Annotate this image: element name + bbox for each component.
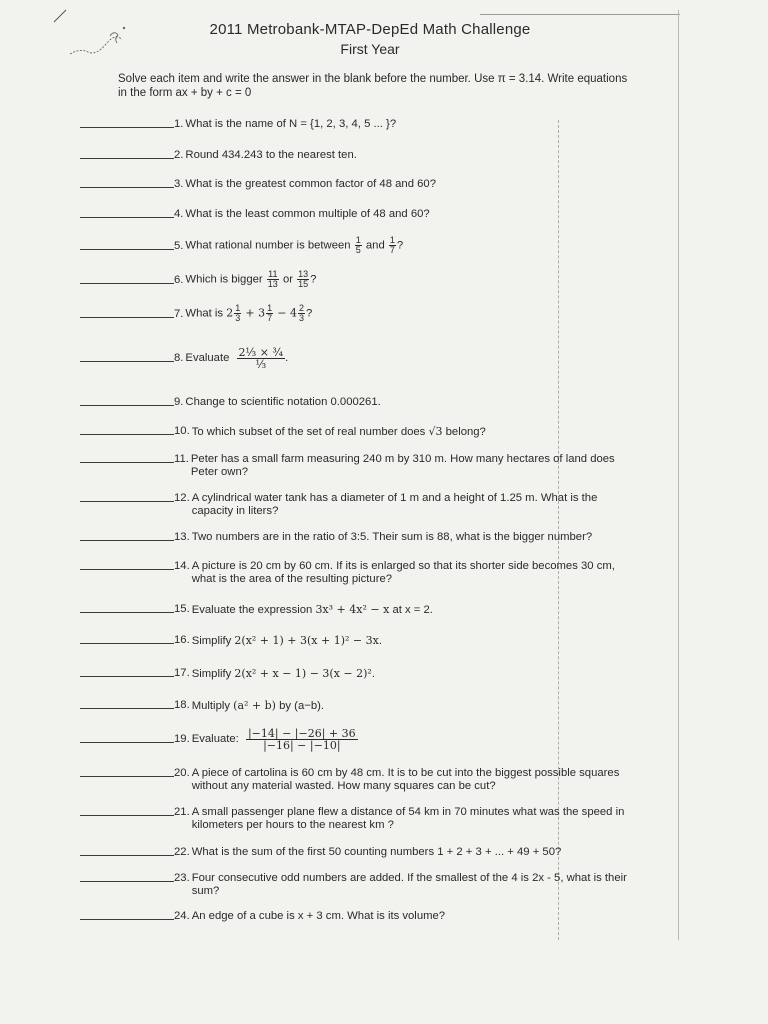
question-text: What is the least common multiple of 48 and 60? <box>185 208 430 220</box>
answer-blank[interactable] <box>80 634 174 644</box>
question-text-part: Simplify <box>191 668 232 680</box>
page-edge-right <box>678 10 679 940</box>
handwritten-mark <box>66 18 146 68</box>
denominator: 7 <box>267 313 273 323</box>
question-number: 17. <box>174 667 190 679</box>
question-text-part: and <box>365 239 385 252</box>
question-item <box>80 270 640 289</box>
fraction <box>266 304 273 323</box>
question-number: 22. <box>174 846 190 858</box>
numerator: 2 <box>298 303 304 313</box>
denominator: 5 <box>355 245 361 255</box>
question-text-part: ? <box>310 273 317 286</box>
math-expression: 2(x² + x − 1) − 3(x − 2)² <box>234 667 372 680</box>
question-number: 4. <box>174 208 184 220</box>
answer-blank[interactable] <box>80 352 174 362</box>
denominator: 15 <box>298 279 309 289</box>
question-text-part: What rational number is between <box>185 239 351 252</box>
question-text-part: . <box>371 668 375 680</box>
denominator: 7 <box>389 245 395 255</box>
answer-blank[interactable] <box>80 425 174 435</box>
question-item <box>80 560 640 586</box>
answer-blank[interactable] <box>80 274 174 284</box>
question-item <box>80 634 640 648</box>
question-number: 16. <box>174 634 190 646</box>
question-text: A small passenger plane flew a distance of 54 km in 70 minutes what was the speed in kilometers per hours to the nearest km ? <box>191 806 625 831</box>
question-text-part: belong? <box>445 426 486 438</box>
question-number: 15. <box>174 603 190 615</box>
question-item <box>80 846 640 859</box>
question-text <box>190 725 640 751</box>
numerator: 13 <box>298 269 309 279</box>
question-number: 12. <box>174 492 190 504</box>
denominator: ⅓ <box>255 357 267 371</box>
page-edge-top <box>480 14 680 15</box>
question-number: 6. <box>174 274 184 286</box>
answer-blank[interactable] <box>80 531 174 541</box>
answer-blank[interactable] <box>80 699 174 709</box>
question-text <box>190 603 640 617</box>
denominator: |−16| − |−10| <box>263 738 341 752</box>
math-expression: 2(x² + 1) + 3(x + 1)² − 3x <box>234 634 379 647</box>
question-text <box>183 236 640 255</box>
answer-blank[interactable] <box>80 560 174 570</box>
question-text: Change to scientific notation 0.000261. <box>185 396 381 408</box>
question-number: 5. <box>174 240 184 252</box>
question-text-part: at x = 2. <box>392 604 433 616</box>
page-title: 2011 Metrobank-MTAP-DepEd Math Challenge <box>209 21 531 38</box>
answer-blank[interactable] <box>80 396 174 406</box>
question-text-part: by (a−b). <box>279 700 325 712</box>
question-text-part: Simplify <box>191 635 232 647</box>
answer-blank[interactable] <box>80 910 174 920</box>
question-number: 8. <box>174 352 184 364</box>
fraction <box>355 236 362 255</box>
question-item <box>80 208 640 221</box>
fraction <box>267 270 279 289</box>
numerator: 1 <box>355 235 361 245</box>
denominator: 3 <box>235 313 241 323</box>
fraction <box>297 270 309 289</box>
numerator: |−14| − |−26| + 36 <box>247 726 356 740</box>
question-item <box>80 725 640 751</box>
operator: + 3 <box>245 306 266 320</box>
denominator: 13 <box>267 279 278 289</box>
question-text-part: Multiply <box>191 700 231 712</box>
question-text-part: or <box>282 273 293 286</box>
question-item <box>80 304 640 323</box>
answer-blank[interactable] <box>80 208 174 218</box>
answer-blank[interactable] <box>80 453 174 463</box>
answer-blank[interactable] <box>80 806 174 816</box>
question-text <box>190 699 640 713</box>
question-item <box>80 667 640 681</box>
numerator: 2⅓ × ¾ <box>238 345 284 359</box>
question-text <box>183 270 640 289</box>
question-text-part: To which subset of the set of real number does <box>191 426 426 438</box>
question-text: What is the greatest common factor of 48 and 60? <box>185 178 436 190</box>
instructions-text: Solve each item and write the answer in the blank before the number. Use π = 3.14. Write equations in the form ax + by + c = 0 <box>118 73 628 99</box>
question-text-part: Which is bigger <box>185 273 263 286</box>
question-item <box>80 396 640 409</box>
question-item <box>80 910 640 923</box>
question-item <box>80 453 640 479</box>
question-item <box>80 531 640 544</box>
question-number: 21. <box>174 806 190 818</box>
question-item <box>80 806 640 832</box>
question-item <box>80 178 640 191</box>
numerator: 1 <box>235 303 241 313</box>
question-item <box>80 767 640 793</box>
question-number: 9. <box>174 396 184 408</box>
answer-blank[interactable] <box>80 240 174 250</box>
question-item <box>80 425 640 439</box>
question-number: 14. <box>174 560 190 572</box>
page-subtitle: First Year <box>340 41 400 57</box>
question-text-part: Evaluate the expression <box>191 604 313 616</box>
question-text-part: Evaluate: <box>191 733 239 745</box>
question-number: 19. <box>174 733 190 745</box>
question-text: Two numbers are in the ratio of 3:5. Their sum is 88, what is the bigger number? <box>191 531 593 543</box>
question-item <box>80 699 640 713</box>
question-number: 20. <box>174 767 190 779</box>
question-text-part: Evaluate <box>185 352 230 364</box>
answer-blank[interactable] <box>80 667 174 677</box>
math-expression: (a² + b) <box>233 699 276 712</box>
question-number: 3. <box>174 178 184 190</box>
question-item <box>80 603 640 617</box>
question-number: 10. <box>174 425 190 437</box>
question-text: Four consecutive odd numbers are added. If the smallest of the 4 is 2x - 5, what is their sum? <box>191 872 627 897</box>
answer-blank[interactable] <box>80 149 174 159</box>
question-item <box>80 492 640 518</box>
question-text: A picture is 20 cm by 60 cm. If its is enlarged so that its shorter side becomes 30 cm, what is the area of the resulting picture? <box>191 560 615 585</box>
question-number: 2. <box>174 149 184 161</box>
whole-number: 2 <box>226 306 234 320</box>
answer-blank[interactable] <box>80 603 174 613</box>
question-text-part: What is <box>185 307 224 320</box>
question-number: 11. <box>174 453 189 465</box>
question-item <box>80 872 640 898</box>
question-text: An edge of a cube is x + 3 cm. What is its volume? <box>191 910 446 922</box>
math-expression: 3x³ + 4x² − x <box>315 603 390 616</box>
numerator: 1 <box>267 303 273 313</box>
numerator: 1 <box>389 235 395 245</box>
question-text-part: ? <box>306 307 313 320</box>
fraction <box>389 236 396 255</box>
question-text: What is the sum of the first 50 counting numbers 1 + 2 + 3 + ... + 49 + 50? <box>191 846 562 858</box>
question-number: 24. <box>174 910 190 922</box>
fraction <box>234 304 241 323</box>
answer-blank[interactable] <box>80 733 174 743</box>
answer-blank[interactable] <box>80 492 174 502</box>
answer-blank[interactable] <box>80 178 174 188</box>
question-item <box>80 118 640 131</box>
question-number: 1. <box>174 118 184 130</box>
math-expression: √3 <box>428 425 443 438</box>
answer-blank[interactable] <box>80 846 174 856</box>
answer-blank[interactable] <box>80 308 174 318</box>
question-text <box>190 634 640 648</box>
operator: − 4 <box>277 306 297 320</box>
question-text <box>190 425 640 439</box>
question-item <box>80 149 640 162</box>
denominator: 3 <box>298 313 304 323</box>
question-text <box>183 340 640 370</box>
answer-blank[interactable] <box>80 872 174 882</box>
question-number: 18. <box>174 699 190 711</box>
complex-fraction <box>237 345 289 371</box>
question-text-part: . <box>378 635 382 647</box>
fraction <box>298 304 305 323</box>
question-number: 7. <box>174 308 184 320</box>
answer-blank[interactable] <box>80 118 174 128</box>
question-number: 23. <box>174 872 190 884</box>
question-item <box>80 340 640 370</box>
question-text <box>190 667 640 681</box>
question-text: Round 434.243 to the nearest ten. <box>185 149 357 161</box>
question-text <box>183 304 640 323</box>
question-text: What is the name of N = {1, 2, 3, 4, 5 ... }? <box>185 118 397 130</box>
question-text: Peter has a small farm measuring 240 m by 310 m. How many hectares of land does Peter own? <box>190 453 615 478</box>
question-item <box>80 236 640 255</box>
answer-blank[interactable] <box>80 767 174 777</box>
question-text-part: . <box>285 352 289 364</box>
complex-fraction <box>246 728 358 751</box>
question-text: A cylindrical water tank has a diameter of 1 m and a height of 1.25 m. What is the capacity in liters? <box>191 492 598 517</box>
question-text: A piece of cartolina is 60 cm by 48 cm. It is to be cut into the biggest possible squares without any material wasted. How many squares can be cut? <box>191 767 620 792</box>
numerator: 11 <box>268 269 278 279</box>
question-number: 13. <box>174 531 190 543</box>
question-text-part: ? <box>396 239 404 252</box>
